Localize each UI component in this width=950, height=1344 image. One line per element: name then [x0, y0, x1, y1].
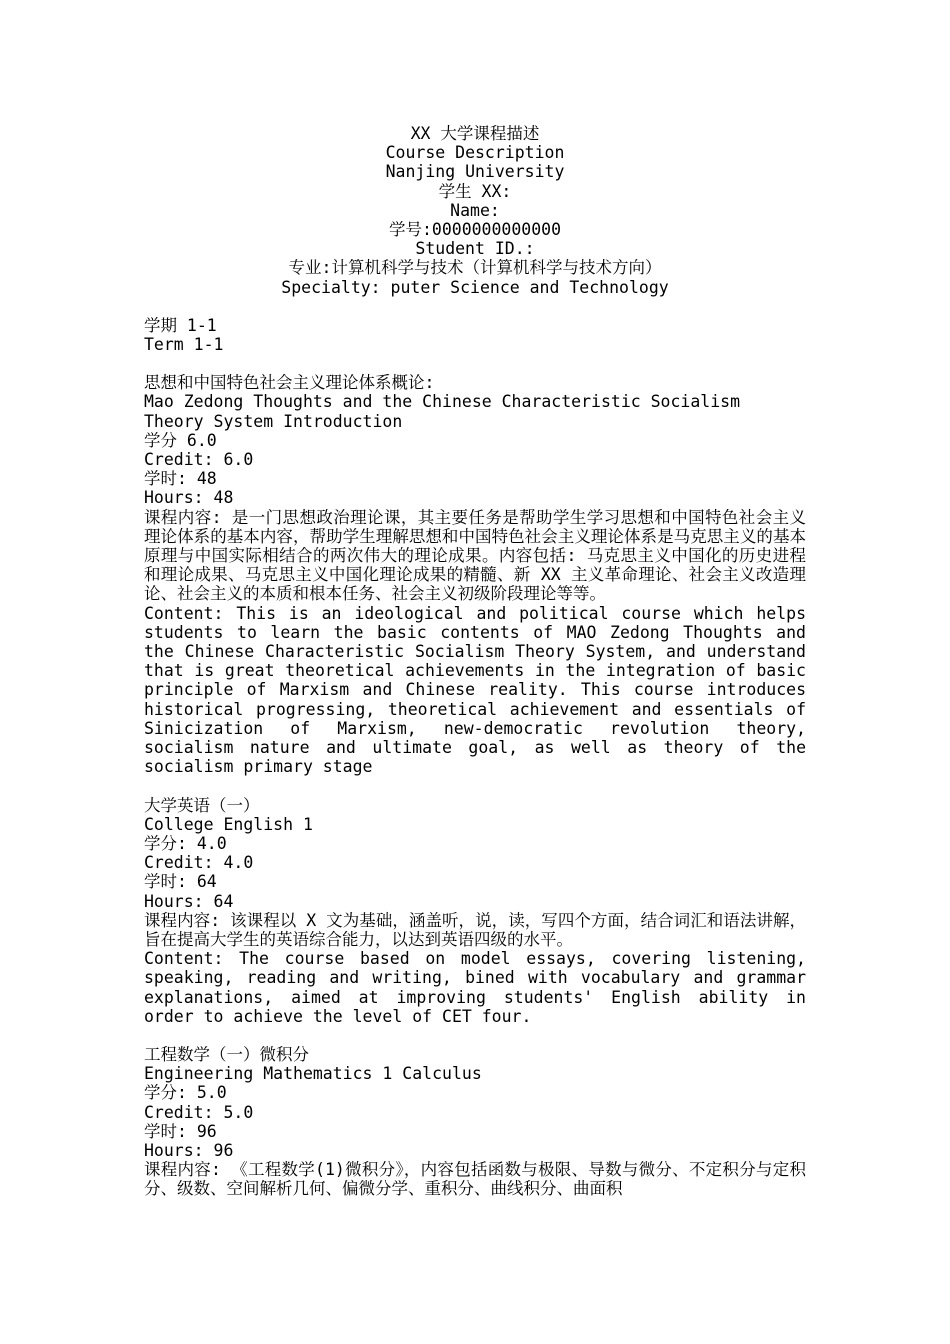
- course-content-en: Content: This is an ideological and political course which helps students to learn the basic contents of MAO Zedong Thoughts and the Chinese Characteristic Socialism Theory System, and understand that is great theoretical achievements in the integration of basic principle of Marxism and Chinese reality. This course introduces historical progressing, theoretical achievement and essentials of Sinicization of Marxism, new-democratic revolution theory, socialism nature and ultimate goal, as well as theory of the socialism primary stage: [144, 603, 806, 777]
- course-hours-cn: 学时: 96: [144, 1121, 217, 1141]
- course-block: [144, 1045, 806, 1199]
- term-cn: 学期 1-1: [144, 315, 217, 335]
- course-content-en: Content: The course based on model essays, covering listening, speaking, reading and writing, bined with vocabulary and grammar explanations, aimed at improving students' English ability in order to achieve the level of CET four.: [144, 949, 806, 1026]
- course-name-cn: 工程数学（一）微积分: [144, 1044, 309, 1064]
- major-cn: 专业:计算机科学与技术（计算机科学与技术方向）: [288, 258, 662, 278]
- course-credit-en: Credit: 4.0: [144, 853, 254, 873]
- course-credit-en: Credit: 6.0: [144, 450, 254, 470]
- course-name-cn: 大学英语（一）: [144, 795, 260, 815]
- course-hours-en: Hours: 48: [144, 488, 234, 508]
- course-content-cn: 课程内容: 该课程以 X 文为基础，涵盖听，说，读，写四个方面，结合词汇和语法讲解，旨在提高大学生的英语综合能力，以达到英语四级的水平。: [144, 910, 806, 949]
- course-credit-cn: 学分: 4.0: [144, 833, 227, 853]
- university-name: Nanjing University: [385, 162, 565, 182]
- student-name-en: Name:: [450, 200, 500, 220]
- course-name-cn: 思想和中国特色社会主义理论体系概论:: [144, 373, 435, 393]
- title-cn: XX 大学课程描述: [410, 124, 540, 143]
- course-name-en: College English 1: [144, 814, 313, 834]
- student-id-cn: 学号:0000000000000: [388, 220, 562, 240]
- course-hours-cn: 学时: 48: [144, 469, 217, 489]
- course-credit-en: Credit: 5.0: [144, 1102, 254, 1122]
- title-en: Course Description: [385, 143, 565, 163]
- course-credit-cn: 学分: 5.0: [144, 1083, 227, 1103]
- student-name-cn: 学生 XX:: [438, 181, 512, 201]
- course-content-cn: 课程内容: 是一门思想政治理论课，其主要任务是帮助学生学习思想和中国特色社会主义理论体系的基本内容，帮助学生理解思想和中国特色社会主义理论体系是马克思主义的基本原理与中国实际相结合的两次伟大的理论成果。内容包括: 马克思主义中国化的历史进程和理论成果、马克思主义中国化理论成果的精髓、新 XX 主义革命理论、社会主义改造理论、社会主义的本质和根本任务、社会主义初级阶段理论等等。: [144, 507, 806, 604]
- course-hours-cn: 学时: 64: [144, 872, 217, 892]
- major-en: Specialty: puter Science and Technology: [281, 277, 669, 297]
- student-id-en: Student ID.:: [415, 239, 535, 259]
- course-name-en: Mao Zedong Thoughts and the Chinese Characteristic Socialism Theory System Introduction: [144, 392, 750, 431]
- document-header: [144, 124, 806, 297]
- course-block: [144, 373, 806, 776]
- term-en: Term 1-1: [144, 335, 224, 355]
- document-page: [144, 124, 806, 1218]
- course-hours-en: Hours: 96: [144, 1140, 234, 1160]
- course-hours-en: Hours: 64: [144, 891, 234, 911]
- course-credit-cn: 学分 6.0: [144, 430, 217, 450]
- term-heading: [144, 316, 806, 354]
- course-content-cn: 课程内容: 《工程数学(1)微积分》，内容包括函数与极限、导数与微分、不定积分与定积分、级数、空间解析几何、偏微分学、重积分、曲线积分、曲面积: [144, 1160, 806, 1199]
- course-block: [144, 796, 806, 1026]
- course-name-en: Engineering Mathematics 1 Calculus: [144, 1064, 482, 1084]
